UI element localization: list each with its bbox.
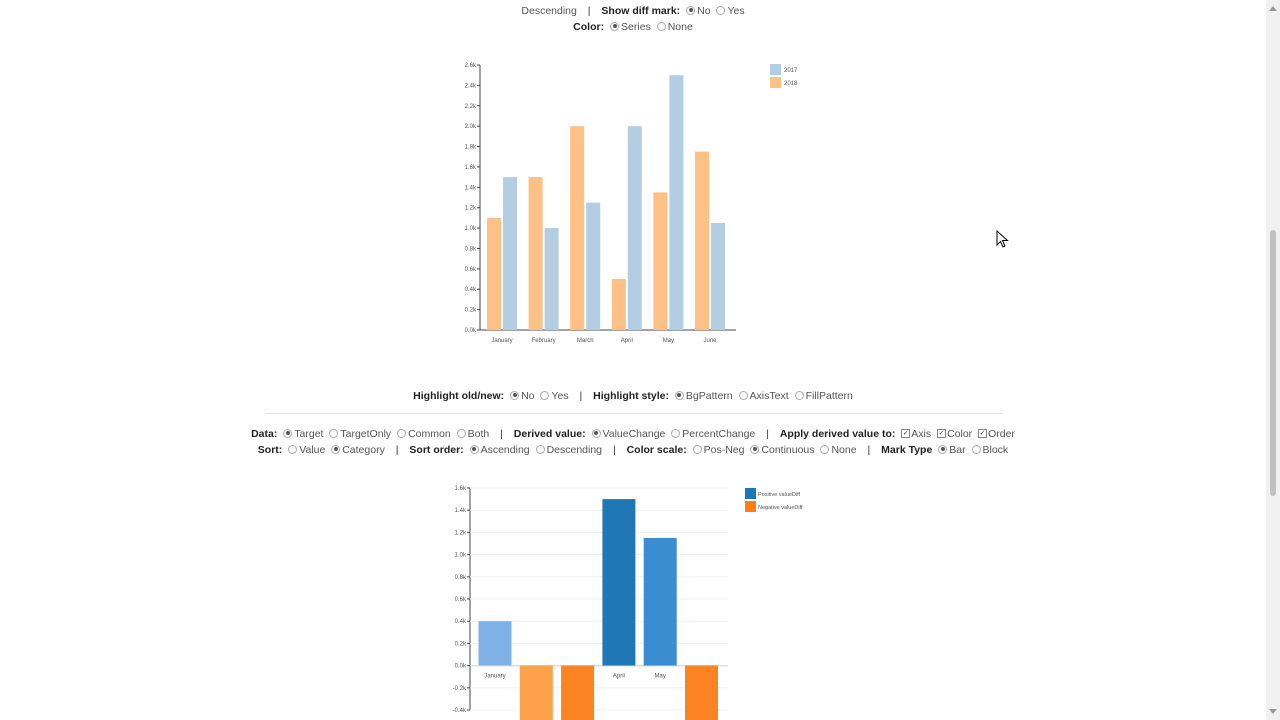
style-axistext-label[interactable]: AxisText	[749, 390, 789, 402]
scale-none-radio[interactable]	[820, 445, 829, 454]
color-series-radio[interactable]	[610, 22, 619, 31]
sort-ascending-radio[interactable]	[470, 445, 479, 454]
data-label: Data:	[251, 428, 278, 440]
sort-value-label[interactable]: Value	[299, 444, 326, 456]
scale-none-label[interactable]: None	[831, 444, 857, 456]
data-both-radio[interactable]	[457, 429, 466, 438]
highlight-old-new-label: Highlight old/new:	[413, 390, 505, 402]
color-none-label[interactable]: None	[667, 21, 693, 33]
sort-order-descending-label[interactable]: Descending	[521, 5, 577, 17]
y-tick-label: 0.4k	[454, 619, 466, 626]
mark-block-radio[interactable]	[972, 445, 981, 454]
legend-swatch-2018	[770, 77, 781, 88]
bar-2018	[529, 177, 543, 330]
apply-color-checkbox[interactable]: ✓	[938, 429, 945, 437]
bar-February	[520, 666, 553, 720]
apply-derived-label: Apply derived value to:	[779, 428, 896, 440]
x-tick-label: June	[703, 338, 717, 344]
scroll-down-icon[interactable]	[1269, 709, 1277, 714]
bar-2018	[653, 192, 667, 330]
show-diff-no-label[interactable]: No	[697, 5, 711, 17]
derived-value-label: Derived value:	[513, 428, 586, 440]
x-tick-label: January	[484, 673, 506, 680]
x-tick-label: January	[491, 338, 513, 344]
y-tick-label: 0.6k	[454, 597, 466, 603]
bar-2018	[570, 126, 584, 330]
y-tick-label: 1.2k	[464, 205, 476, 212]
y-tick-label: 2.0k	[464, 124, 476, 131]
highlight-no-label[interactable]: No	[521, 390, 535, 402]
top-controls-row-1	[0, 5, 1266, 17]
bar-2018	[487, 218, 501, 330]
derived-percentchange-label[interactable]: PercentChange	[682, 428, 756, 440]
bar-April	[602, 499, 635, 665]
y-tick-label: 0.0k	[454, 663, 466, 670]
sort-order-label: Sort order:	[409, 444, 464, 456]
x-tick-label: May	[654, 673, 666, 680]
apply-axis-label[interactable]: Axis	[911, 428, 932, 440]
y-tick-label: 1.8k	[464, 144, 476, 151]
sort-label: Sort:	[257, 444, 283, 456]
derived-controls-row-2	[0, 444, 1266, 456]
mark-block-label[interactable]: Block	[982, 444, 1009, 456]
bar-January	[479, 621, 512, 665]
show-diff-no-radio[interactable]	[686, 6, 695, 15]
sort-category-radio[interactable]	[331, 445, 340, 454]
scroll-up-icon[interactable]	[1269, 6, 1277, 11]
separator: |	[500, 428, 503, 440]
mark-bar-radio[interactable]	[938, 445, 947, 454]
bar-2018	[612, 279, 626, 330]
mouse-cursor-icon	[996, 230, 1010, 250]
color-label: Color:	[573, 21, 605, 33]
mark-type-label: Mark Type	[881, 444, 933, 456]
y-tick-label: 1.2k	[454, 530, 466, 537]
y-tick-label: 2.2k	[464, 103, 476, 110]
y-tick-label: 1.0k	[454, 552, 466, 559]
sort-descending-radio[interactable]	[536, 445, 545, 454]
sort-category-label[interactable]: Category	[342, 444, 385, 456]
bar-2018	[695, 152, 709, 330]
diff-bar-chart	[440, 480, 840, 720]
legend-swatch	[745, 501, 756, 512]
separator: |	[612, 444, 616, 456]
y-tick-label: 0.2k	[454, 641, 466, 648]
bar-2017	[669, 75, 683, 330]
sort-value-radio[interactable]	[288, 445, 297, 454]
derived-valuechange-label[interactable]: ValueChange	[602, 428, 666, 440]
bar-May	[644, 538, 677, 666]
style-fillpattern-label[interactable]: FillPattern	[805, 390, 853, 402]
derived-valuechange-radio[interactable]	[592, 429, 601, 438]
y-tick-label: -0.2k	[452, 685, 466, 692]
bar-2017	[586, 203, 600, 330]
data-targetonly-radio[interactable]	[329, 429, 338, 438]
scale-posneg-label[interactable]: Pos-Neg	[703, 444, 745, 456]
highlight-yes-radio[interactable]	[540, 391, 549, 400]
data-both-label[interactable]: Both	[467, 428, 490, 440]
apply-color-label[interactable]: Color	[947, 428, 973, 440]
data-common-radio[interactable]	[397, 429, 406, 438]
show-diff-yes-label[interactable]: Yes	[727, 5, 745, 17]
y-tick-label: 1.4k	[464, 185, 476, 192]
x-tick-label: April	[620, 338, 633, 344]
x-tick-label: April	[612, 673, 625, 680]
data-common-label[interactable]: Common	[408, 428, 451, 440]
separator: |	[395, 444, 399, 456]
y-tick-label: 0.8k	[464, 246, 476, 253]
color-scale-label: Color scale:	[626, 444, 687, 456]
grouped-bar-chart	[440, 55, 820, 355]
style-fillpattern-radio[interactable]	[795, 391, 804, 400]
apply-order-label[interactable]: Order	[988, 428, 1015, 440]
y-tick-label: -0.4k	[452, 708, 466, 714]
apply-axis-checkbox[interactable]: ✓	[902, 429, 909, 437]
y-tick-label: 0.8k	[454, 574, 466, 581]
y-tick-label: 1.4k	[454, 508, 466, 515]
highlight-no-radio[interactable]	[510, 391, 519, 400]
legend-label: Negative valueDiff	[758, 505, 803, 511]
x-tick-label: March	[576, 338, 594, 344]
show-diff-yes-radio[interactable]	[716, 6, 725, 15]
separator: |	[587, 5, 591, 17]
color-none-radio[interactable]	[657, 22, 666, 31]
style-bgpattern-radio[interactable]	[675, 391, 684, 400]
bar-March	[561, 666, 594, 720]
y-tick-label: 2.4k	[464, 83, 476, 90]
legend-swatch	[745, 488, 756, 499]
highlight-yes-label[interactable]: Yes	[551, 390, 569, 402]
sort-ascending-label[interactable]: Ascending	[480, 444, 530, 456]
sort-descending-label[interactable]: Descending	[546, 444, 603, 456]
bar-2017	[503, 177, 517, 330]
highlight-style-label: Highlight style:	[593, 390, 669, 402]
y-tick-label: 1.6k	[464, 164, 476, 171]
style-axistext-radio[interactable]	[739, 391, 748, 400]
separator: |	[766, 428, 769, 440]
scale-continuous-radio[interactable]	[750, 445, 759, 454]
scroll-thumb[interactable]	[1270, 230, 1276, 496]
page-scrollbar[interactable]	[1266, 0, 1280, 720]
bar-2017	[545, 228, 559, 330]
separator: |	[579, 390, 583, 402]
y-tick-label: 0.0k	[464, 328, 476, 334]
bar-June	[685, 666, 718, 720]
data-target-radio[interactable]	[283, 429, 292, 438]
y-tick-label: 0.6k	[464, 266, 476, 273]
x-tick-label: May	[662, 338, 675, 344]
bar-2017	[711, 223, 725, 330]
show-diff-mark-label: Show diff mark:	[601, 5, 681, 17]
color-series-label[interactable]: Series	[621, 21, 651, 33]
y-tick-label: 1.0k	[464, 226, 476, 233]
legend-label: 2017	[784, 68, 798, 74]
style-bgpattern-label[interactable]: BgPattern	[685, 390, 733, 402]
highlight-controls-row	[0, 390, 1266, 402]
legend-label: 2018	[784, 81, 798, 87]
derived-percentchange-radio[interactable]	[671, 429, 680, 438]
scale-continuous-label[interactable]: Continuous	[761, 444, 815, 456]
apply-order-checkbox[interactable]: ✓	[979, 429, 986, 437]
data-target-label[interactable]: Target	[294, 428, 324, 440]
mark-bar-label[interactable]: Bar	[949, 444, 966, 456]
derived-controls-row-1	[0, 428, 1266, 440]
y-tick-label: 0.4k	[464, 287, 476, 294]
bar-2017	[628, 126, 642, 330]
separator: |	[867, 444, 871, 456]
y-tick-label: 2.6k	[464, 63, 476, 69]
x-tick-label: February	[531, 338, 556, 344]
legend-label: Positive valueDiff	[758, 492, 801, 498]
legend-swatch-2017	[770, 64, 781, 75]
data-targetonly-label[interactable]: TargetOnly	[340, 428, 392, 440]
divider	[265, 413, 1003, 414]
y-tick-label: 1.6k	[454, 486, 466, 492]
y-tick-label: 0.2k	[464, 307, 476, 314]
top-controls-row-2	[0, 21, 1266, 33]
scale-posneg-radio[interactable]	[693, 445, 702, 454]
